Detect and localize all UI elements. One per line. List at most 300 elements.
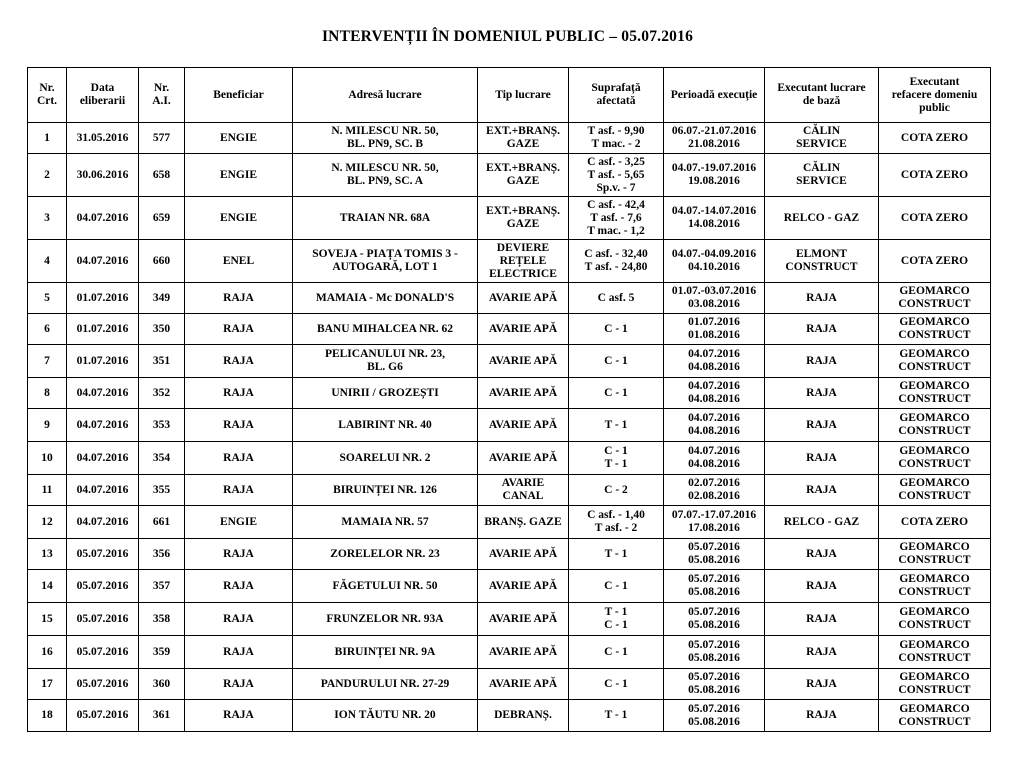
cell-tip-lucrare xyxy=(478,669,569,700)
cell-line: 04.07.2016 xyxy=(688,445,740,457)
cell-line: CONSTRUCT xyxy=(898,458,971,470)
cell-line: DEBRANȘ. xyxy=(494,709,552,721)
cell-line: AVARIE APĂ xyxy=(488,291,558,304)
cell-data-eliberarii: 04.07.2016 xyxy=(67,475,139,506)
cell-data-eliberarii: 05.07.2016 xyxy=(67,669,139,700)
cell-nr-crt: 9 xyxy=(28,409,67,442)
cell-line: 05.08.2016 xyxy=(688,586,740,598)
header-line: Executant xyxy=(909,75,960,88)
cell-line: GEOMARCO xyxy=(899,639,970,651)
cell-line: 05.07.2016 xyxy=(688,671,740,683)
cell-data-eliberarii: 05.07.2016 xyxy=(67,570,139,603)
table-row xyxy=(28,570,991,603)
cell-data-eliberarii: 01.07.2016 xyxy=(67,283,139,314)
cell-suprafata-afectata xyxy=(569,475,664,506)
cell-beneficiar: ENGIE xyxy=(185,197,293,240)
cell-line: GEOMARCO xyxy=(899,541,970,553)
cell-beneficiar: RAJA xyxy=(185,669,293,700)
header-executant-lucrare xyxy=(765,68,879,123)
cell-nr-crt: 11 xyxy=(28,475,67,506)
cell-line: 04.08.2016 xyxy=(688,425,740,437)
cell-line: 05.08.2016 xyxy=(688,715,740,728)
cell-line: GEOMARCO xyxy=(899,316,970,328)
table-row xyxy=(28,345,991,378)
cell-line: BL. PN9, SC. B xyxy=(346,138,424,150)
cell-adresa-lucrare xyxy=(293,240,478,283)
table-row xyxy=(28,539,991,570)
cell-line: 06.07.-21.07.2016 xyxy=(671,125,757,137)
cell-executant-lucrare xyxy=(765,345,879,378)
cell-nr-ai: 350 xyxy=(139,314,185,345)
cell-tip-lucrare xyxy=(478,283,569,314)
cell-line: 14.08.2016 xyxy=(688,218,740,230)
cell-line: 04.07.2016 xyxy=(688,380,740,392)
cell-line: ELECTRICE xyxy=(489,267,557,280)
cell-suprafata-afectata xyxy=(569,378,664,409)
cell-executant-refacere xyxy=(879,669,991,700)
cell-line: 05.08.2016 xyxy=(688,684,740,696)
cell-line: 03.08.2016 xyxy=(688,298,740,310)
cell-line: BRANȘ. GAZE xyxy=(484,515,562,528)
header-line: Data xyxy=(90,82,115,94)
cell-perioada-executie xyxy=(664,409,765,442)
cell-beneficiar: ENGIE xyxy=(185,506,293,539)
cell-adresa-lucrare xyxy=(293,700,478,732)
cell-suprafata-afectata xyxy=(569,539,664,570)
cell-line: EXT.+BRANȘ. xyxy=(485,162,561,174)
cell-suprafata-afectata xyxy=(569,700,664,732)
cell-executant-lucrare xyxy=(765,636,879,669)
cell-line: CONSTRUCT xyxy=(898,393,971,405)
cell-line: GEOMARCO xyxy=(899,671,970,683)
cell-line: TRAIAN NR. 68A xyxy=(339,211,431,224)
cell-line: UNIRII / GROZEȘTI xyxy=(331,386,439,399)
cell-line: 04.07.-04.09.2016 xyxy=(671,248,757,260)
cell-line: GEOMARCO xyxy=(899,702,970,715)
cell-nr-crt: 16 xyxy=(28,636,67,669)
cell-line: T asf. - 5,65 xyxy=(587,168,645,181)
cell-line: N. MILESCU NR. 50, xyxy=(331,125,439,137)
cell-data-eliberarii: 04.07.2016 xyxy=(67,442,139,475)
cell-line: 05.07.2016 xyxy=(688,541,740,553)
cell-line: 01.07.-03.07.2016 xyxy=(671,285,757,297)
header-line: afectată xyxy=(596,95,636,107)
table-row xyxy=(28,669,991,700)
cell-line: SERVICE xyxy=(796,175,847,187)
cell-adresa-lucrare xyxy=(293,475,478,506)
cell-adresa-lucrare xyxy=(293,506,478,539)
cell-executant-lucrare xyxy=(765,409,879,442)
cell-line: GAZE xyxy=(506,138,540,150)
cell-data-eliberarii: 01.07.2016 xyxy=(67,345,139,378)
cell-beneficiar: RAJA xyxy=(185,539,293,570)
cell-executant-refacere xyxy=(879,345,991,378)
cell-line: 17.08.2016 xyxy=(688,522,740,534)
cell-line: AVARIE APĂ xyxy=(488,451,558,464)
cell-executant-lucrare xyxy=(765,240,879,283)
cell-line: CĂLIN xyxy=(802,125,841,137)
cell-line: C asf. - 42,4 xyxy=(587,198,645,211)
table-row xyxy=(28,409,991,442)
cell-line: C - 1 xyxy=(604,677,628,690)
cell-tip-lucrare xyxy=(478,378,569,409)
cell-line: RELCO - GAZ xyxy=(783,211,860,224)
table-row xyxy=(28,314,991,345)
cell-line: AVARIE APĂ xyxy=(488,386,558,399)
cell-nr-ai: 358 xyxy=(139,603,185,636)
cell-line: C - 2 xyxy=(604,483,628,496)
cell-line: T - 1 xyxy=(604,418,628,431)
table-row xyxy=(28,123,991,154)
cell-tip-lucrare xyxy=(478,314,569,345)
cell-line: RAJA xyxy=(806,483,837,496)
cell-adresa-lucrare xyxy=(293,539,478,570)
cell-nr-crt: 6 xyxy=(28,314,67,345)
cell-line: 04.08.2016 xyxy=(688,361,740,373)
cell-line: COTA ZERO xyxy=(900,131,969,144)
cell-line: T asf. - 7,6 xyxy=(590,211,642,224)
cell-line: 04.10.2016 xyxy=(688,261,740,273)
cell-line: CONSTRUCT xyxy=(898,586,971,598)
cell-line: T mac. - 1,2 xyxy=(587,224,645,237)
cell-nr-crt: 10 xyxy=(28,442,67,475)
cell-beneficiar: RAJA xyxy=(185,283,293,314)
cell-line: RAJA xyxy=(806,322,837,335)
cell-line: CONSTRUCT xyxy=(898,554,971,566)
cell-perioada-executie xyxy=(664,570,765,603)
cell-beneficiar: RAJA xyxy=(185,442,293,475)
cell-line: GAZE xyxy=(506,175,540,187)
cell-suprafata-afectata xyxy=(569,154,664,197)
cell-adresa-lucrare xyxy=(293,154,478,197)
cell-data-eliberarii: 04.07.2016 xyxy=(67,409,139,442)
cell-nr-ai: 356 xyxy=(139,539,185,570)
cell-executant-refacere xyxy=(879,240,991,283)
cell-executant-refacere xyxy=(879,506,991,539)
cell-line: AVARIE APĂ xyxy=(488,645,558,658)
cell-executant-refacere xyxy=(879,603,991,636)
cell-line: ION TĂUTU NR. 20 xyxy=(334,709,436,721)
cell-line: AVARIE APĂ xyxy=(488,322,558,335)
cell-line: BIRUINȚEI NR. 9A xyxy=(334,645,436,658)
cell-suprafata-afectata xyxy=(569,506,664,539)
cell-executant-refacere xyxy=(879,378,991,409)
cell-executant-refacere xyxy=(879,197,991,240)
header-executant-refacere xyxy=(879,68,991,123)
cell-nr-crt: 2 xyxy=(28,154,67,197)
cell-line: GEOMARCO xyxy=(899,348,970,360)
cell-line: N. MILESCU NR. 50, xyxy=(331,162,439,174)
table-row xyxy=(28,240,991,283)
cell-tip-lucrare xyxy=(478,475,569,506)
cell-line: C asf. - 32,40 xyxy=(584,248,648,260)
cell-line: C - 1 xyxy=(604,445,628,457)
cell-line: GEOMARCO xyxy=(899,412,970,424)
cell-data-eliberarii: 05.07.2016 xyxy=(67,539,139,570)
cell-perioada-executie xyxy=(664,636,765,669)
cell-line: GEOMARCO xyxy=(899,380,970,392)
cell-line: DEVIERE xyxy=(496,241,550,254)
cell-line: SERVICE xyxy=(796,138,847,150)
cell-line: AVARIE APĂ xyxy=(488,677,558,690)
cell-perioada-executie xyxy=(664,506,765,539)
cell-line: C - 1 xyxy=(604,386,628,399)
cell-suprafata-afectata xyxy=(569,409,664,442)
cell-adresa-lucrare xyxy=(293,197,478,240)
cell-beneficiar: RAJA xyxy=(185,475,293,506)
cell-perioada-executie xyxy=(664,345,765,378)
cell-line: T mac. - 2 xyxy=(591,138,641,150)
header-nr-ai xyxy=(139,68,185,123)
cell-tip-lucrare xyxy=(478,636,569,669)
cell-line: RAJA xyxy=(806,579,837,592)
cell-line: CONSTRUCT xyxy=(898,329,971,341)
cell-adresa-lucrare xyxy=(293,378,478,409)
cell-beneficiar: RAJA xyxy=(185,345,293,378)
cell-data-eliberarii: 05.07.2016 xyxy=(67,603,139,636)
cell-line: 04.07.2016 xyxy=(688,348,740,360)
cell-perioada-executie xyxy=(664,240,765,283)
cell-perioada-executie xyxy=(664,283,765,314)
cell-perioada-executie xyxy=(664,197,765,240)
cell-perioada-executie xyxy=(664,378,765,409)
cell-line: 04.07.-14.07.2016 xyxy=(671,205,757,217)
cell-line: AVARIE APĂ xyxy=(488,354,558,367)
cell-executant-lucrare xyxy=(765,475,879,506)
table-row xyxy=(28,475,991,506)
cell-line: AVARIE xyxy=(501,477,545,489)
cell-executant-lucrare xyxy=(765,283,879,314)
header-suprafata-afectata xyxy=(569,68,664,123)
cell-line: 02.07.2016 xyxy=(688,477,740,489)
cell-tip-lucrare xyxy=(478,197,569,240)
cell-nr-ai: 577 xyxy=(139,123,185,154)
table-row xyxy=(28,378,991,409)
table-row xyxy=(28,197,991,240)
cell-beneficiar: RAJA xyxy=(185,570,293,603)
table-row xyxy=(28,154,991,197)
cell-executant-lucrare xyxy=(765,570,879,603)
cell-data-eliberarii: 04.07.2016 xyxy=(67,197,139,240)
header-adresa-lucrare xyxy=(293,68,478,123)
cell-line: AUTOGARĂ, LOT 1 xyxy=(332,261,438,273)
cell-line: GEOMARCO xyxy=(899,477,970,489)
cell-adresa-lucrare xyxy=(293,345,478,378)
cell-nr-ai: 349 xyxy=(139,283,185,314)
cell-executant-refacere xyxy=(879,636,991,669)
cell-executant-lucrare xyxy=(765,154,879,197)
cell-line: 04.07.2016 xyxy=(688,412,740,424)
cell-executant-lucrare xyxy=(765,197,879,240)
cell-line: RAJA xyxy=(806,709,837,721)
table-body xyxy=(28,123,991,732)
cell-line: EXT.+BRANȘ. xyxy=(485,205,561,217)
cell-suprafata-afectata xyxy=(569,636,664,669)
cell-line: 05.07.2016 xyxy=(688,639,740,651)
cell-line: T - 1 xyxy=(604,458,628,470)
cell-beneficiar: RAJA xyxy=(185,314,293,345)
cell-nr-ai: 660 xyxy=(139,240,185,283)
cell-data-eliberarii: 01.07.2016 xyxy=(67,314,139,345)
cell-line: T asf. - 9,90 xyxy=(587,125,645,137)
cell-perioada-executie xyxy=(664,603,765,636)
cell-line: T - 1 xyxy=(604,606,628,618)
cell-line: BL. G6 xyxy=(367,361,403,373)
cell-beneficiar: ENEL xyxy=(185,240,293,283)
cell-line: 21.08.2016 xyxy=(688,138,740,150)
cell-line: MAMAIA NR. 57 xyxy=(341,515,429,528)
cell-suprafata-afectata xyxy=(569,442,664,475)
cell-perioada-executie xyxy=(664,475,765,506)
cell-line: GEOMARCO xyxy=(899,573,970,585)
cell-adresa-lucrare xyxy=(293,442,478,475)
cell-nr-ai: 361 xyxy=(139,700,185,732)
cell-suprafata-afectata xyxy=(569,314,664,345)
cell-perioada-executie xyxy=(664,442,765,475)
cell-line: REȚELE xyxy=(499,254,547,267)
cell-executant-refacere xyxy=(879,154,991,197)
cell-nr-ai: 354 xyxy=(139,442,185,475)
cell-line: COTA ZERO xyxy=(900,211,969,224)
cell-data-eliberarii: 05.07.2016 xyxy=(67,700,139,732)
cell-line: 01.08.2016 xyxy=(688,329,740,341)
cell-nr-crt: 1 xyxy=(28,123,67,154)
cell-line: RAJA xyxy=(806,612,837,625)
cell-line: SOVEJA - PIAȚA TOMIS 3 - xyxy=(312,248,458,260)
cell-line: GEOMARCO xyxy=(899,445,970,457)
cell-line: AVARIE APĂ xyxy=(488,612,558,625)
cell-adresa-lucrare xyxy=(293,409,478,442)
header-line: Crt. xyxy=(36,95,58,107)
cell-line: 05.07.2016 xyxy=(688,606,740,618)
cell-perioada-executie xyxy=(664,669,765,700)
header-line: Suprafață xyxy=(591,82,641,94)
cell-executant-refacere xyxy=(879,409,991,442)
cell-line: 07.07.-17.07.2016 xyxy=(671,509,757,521)
cell-line: 01.07.2016 xyxy=(688,316,740,328)
cell-nr-crt: 17 xyxy=(28,669,67,700)
cell-line: RELCO - GAZ xyxy=(783,515,860,528)
cell-adresa-lucrare xyxy=(293,669,478,700)
cell-line: T - 1 xyxy=(604,547,628,560)
cell-line: C - 1 xyxy=(604,579,628,592)
cell-line: BIRUINȚEI NR. 126 xyxy=(333,483,437,496)
cell-adresa-lucrare xyxy=(293,283,478,314)
cell-line: CONSTRUCT xyxy=(898,298,971,310)
cell-tip-lucrare xyxy=(478,700,569,732)
cell-nr-ai: 352 xyxy=(139,378,185,409)
cell-line: RAJA xyxy=(806,291,837,304)
table-row xyxy=(28,506,991,539)
cell-executant-lucrare xyxy=(765,442,879,475)
cell-data-eliberarii: 04.07.2016 xyxy=(67,506,139,539)
cell-executant-lucrare xyxy=(765,123,879,154)
table-row xyxy=(28,603,991,636)
cell-line: COTA ZERO xyxy=(900,168,969,181)
cell-executant-lucrare xyxy=(765,506,879,539)
cell-suprafata-afectata xyxy=(569,283,664,314)
cell-nr-crt: 3 xyxy=(28,197,67,240)
cell-line: 05.08.2016 xyxy=(688,554,740,566)
cell-tip-lucrare xyxy=(478,539,569,570)
header-line: refacere domeniu xyxy=(891,88,978,101)
cell-line: CONSTRUCT xyxy=(898,490,971,502)
cell-line: LABIRINT NR. 40 xyxy=(338,418,432,431)
cell-line: 04.07.-19.07.2016 xyxy=(671,162,757,174)
header-line: public xyxy=(919,101,950,114)
cell-nr-crt: 13 xyxy=(28,539,67,570)
cell-perioada-executie xyxy=(664,123,765,154)
cell-perioada-executie xyxy=(664,154,765,197)
cell-nr-crt: 14 xyxy=(28,570,67,603)
cell-executant-refacere xyxy=(879,570,991,603)
header-line: Perioadă execuție xyxy=(670,88,758,101)
table-header-row xyxy=(28,68,991,123)
cell-adresa-lucrare xyxy=(293,570,478,603)
cell-line: C - 1 xyxy=(604,322,628,335)
cell-line: PANDURULUI NR. 27-29 xyxy=(320,677,450,690)
cell-nr-crt: 12 xyxy=(28,506,67,539)
cell-executant-refacere xyxy=(879,475,991,506)
cell-executant-refacere xyxy=(879,700,991,732)
cell-line: SOARELUI NR. 2 xyxy=(339,451,431,464)
header-nr-crt xyxy=(28,68,67,123)
cell-line: 19.08.2016 xyxy=(688,175,740,187)
cell-executant-lucrare xyxy=(765,700,879,732)
header-line: de bază xyxy=(802,95,841,107)
table-row xyxy=(28,442,991,475)
cell-line: BL. PN9, SC. A xyxy=(346,175,424,187)
cell-line: AVARIE APĂ xyxy=(488,418,558,431)
cell-line: ZORELELOR NR. 23 xyxy=(330,547,440,560)
cell-line: MAMAIA - Mc DONALD'S xyxy=(315,291,455,304)
cell-executant-lucrare xyxy=(765,314,879,345)
cell-adresa-lucrare xyxy=(293,636,478,669)
cell-line: RAJA xyxy=(806,386,837,399)
header-line: Beneficiar xyxy=(213,88,264,101)
cell-tip-lucrare xyxy=(478,603,569,636)
cell-executant-refacere xyxy=(879,314,991,345)
cell-data-eliberarii: 30.06.2016 xyxy=(67,154,139,197)
cell-line: Sp.v. - 7 xyxy=(596,181,636,194)
cell-suprafata-afectata xyxy=(569,345,664,378)
cell-nr-crt: 5 xyxy=(28,283,67,314)
cell-tip-lucrare xyxy=(478,154,569,197)
cell-tip-lucrare xyxy=(478,123,569,154)
header-line: A.I. xyxy=(152,95,171,107)
cell-line: CĂLIN xyxy=(802,162,841,174)
cell-nr-ai: 355 xyxy=(139,475,185,506)
cell-line: 05.08.2016 xyxy=(688,652,740,664)
cell-executant-refacere xyxy=(879,539,991,570)
cell-line: T asf. - 2 xyxy=(594,522,638,534)
cell-line: 04.08.2016 xyxy=(688,393,740,405)
cell-line: RAJA xyxy=(806,354,837,367)
cell-line: T - 1 xyxy=(604,709,628,721)
cell-data-eliberarii: 04.07.2016 xyxy=(67,240,139,283)
cell-suprafata-afectata xyxy=(569,197,664,240)
cell-tip-lucrare xyxy=(478,442,569,475)
header-line: Nr. xyxy=(153,82,170,94)
cell-nr-crt: 15 xyxy=(28,603,67,636)
cell-line: CANAL xyxy=(502,490,544,502)
cell-executant-lucrare xyxy=(765,378,879,409)
cell-nr-crt: 8 xyxy=(28,378,67,409)
cell-line: 05.07.2016 xyxy=(688,702,740,715)
cell-line: CONSTRUCT xyxy=(898,425,971,437)
cell-beneficiar: RAJA xyxy=(185,636,293,669)
cell-line: C - 1 xyxy=(604,645,628,658)
